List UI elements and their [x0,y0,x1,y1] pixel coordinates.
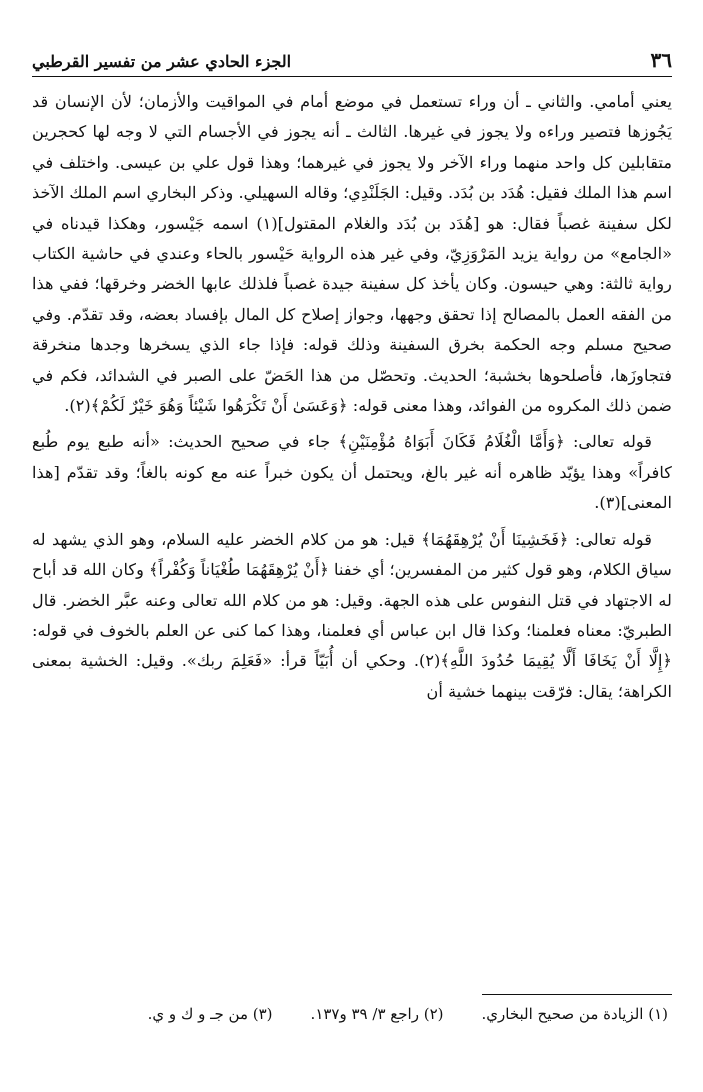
footnote-1: (١) الزيادة من صحيح البخاري. [481,1005,668,1023]
footnotes [32,994,672,1023]
page [32,48,672,713]
footnote-divider [482,994,672,995]
footnote-3: (٣) من جـ و ك و ي. [147,1005,273,1023]
page-header [32,48,672,77]
main-text [32,87,672,707]
paragraph: قوله تعالى: ﴿وَأَمَّا الْغُلَامُ فَكَانَ أَبَوَاهُ مُؤْمِنَيْنِ﴾ جاء في صحيح الحديث: «أنه طبع يوم طُبع كافراً» وهذا يؤيّد ظاهره أنه غير بالغ، ويحتمل أن يكون خبراً عنه مع كونه بالغاً؛ وقد تقدّم [هذا المعنى](٣). [32,432,672,513]
footnote-line [32,1005,672,1023]
paragraph: يعني أمامي. والثاني ـ أن وراء تستعمل في موضع أمام في المواقيت والأزمان؛ لأن الإنسان قد يَجُوزها فتصير وراءه ولا يجوز في غيرها. الثالث ـ أنه يجوز في الأجسام التي لا وجه لها كحجرين متقابلين كل واحد منهما وراء الآخر ولا يجوز في غيرهما؛ وهذا قول علي بن عيسى. واختلف في اسم هذا الملك فقيل: هُدَد بن بُدَد. وقيل: الجَلَنْدِي؛ وقاله السهيلي. وذكر البخاري اسم الملك الآخذ لكل سفينة غصباً فقال: هو [هُدَد بن بُدَد والغلام المقتول](١) اسمه جَيْسور، وهكذا قيدناه في «الجامع» من رواية يزيد المَرْوَزِيّ، وفي غير هذه الرواية حَيْسور بالحاء وعندي في حاشية الكتاب رواية ثالثة: وهي حيسون. وكان يأخذ كل سفينة جيدة غصباً فلذلك عابها الخضر وخرقها؛ ففي هذا من الفقه العمل بالمصالح إذا تحقق وجهها، وجواز إصلاح كل المال بإفساد بعضه، وقد تقدّم. وفي صحيح مسلم وجه الحكمة بخرق السفينة وذلك قوله: فإذا جاء الذي يسخرها وجدها منخرقة فتجاوزَها، فأصلحوها بخشبة؛ الحديث. وتحصّل من هذا الحَضّ على الصبر في الشدائد، فكم في ضمن ذلك المكروه من الفوائد، وهذا معنى قوله: ﴿وَعَسَىٰ أَنْ تَكْرَهُوا شَيْئاً وَهُوَ خَيْرٌ لَكُمْ﴾(٢). [32,92,672,416]
page-number: ٣٦ [650,48,672,72]
running-title: الجزء الحادي عشر من تفسير القرطبي [32,52,292,71]
footnote-2: (٢) راجع ٣/ ٣٩ و١٣٧. [310,1005,444,1023]
paragraph: قوله تعالى: ﴿فَخَشِينَا أَنْ يُرْهِقَهُمَا﴾ قيل: هو من كلام الخضر عليه السلام، وهو الذي يشهد له سياق الكلام، وهو قول كثير من المفسرين؛ أي خفنا ﴿أَنْ يُرْهِقَهُمَا طُغْيَاناً وَكُفْراً﴾ وكان الله قد أباح له الاجتهاد في قتل النفوس على هذه الجهة. وقيل: هو من كلام الله تعالى وعنه عبَّر الخضر. قال الطبريّ: معناه فعلمنا؛ وكذا قال ابن عباس أي فعلمنا، وهذا كما كنى عن العلم بالخوف في قوله: ﴿إِلَّا أَنْ يَخَافَا أَلَّا يُقِيمَا حُدُودَ اللَّهِ﴾(٢). وحكي أن أُبَيّاً قرأ: «فَعَلِمَ ربك». وقيل: الخشية بمعنى الكراهة؛ يقال: فرّقت بينهما خشية أن [32,529,672,701]
